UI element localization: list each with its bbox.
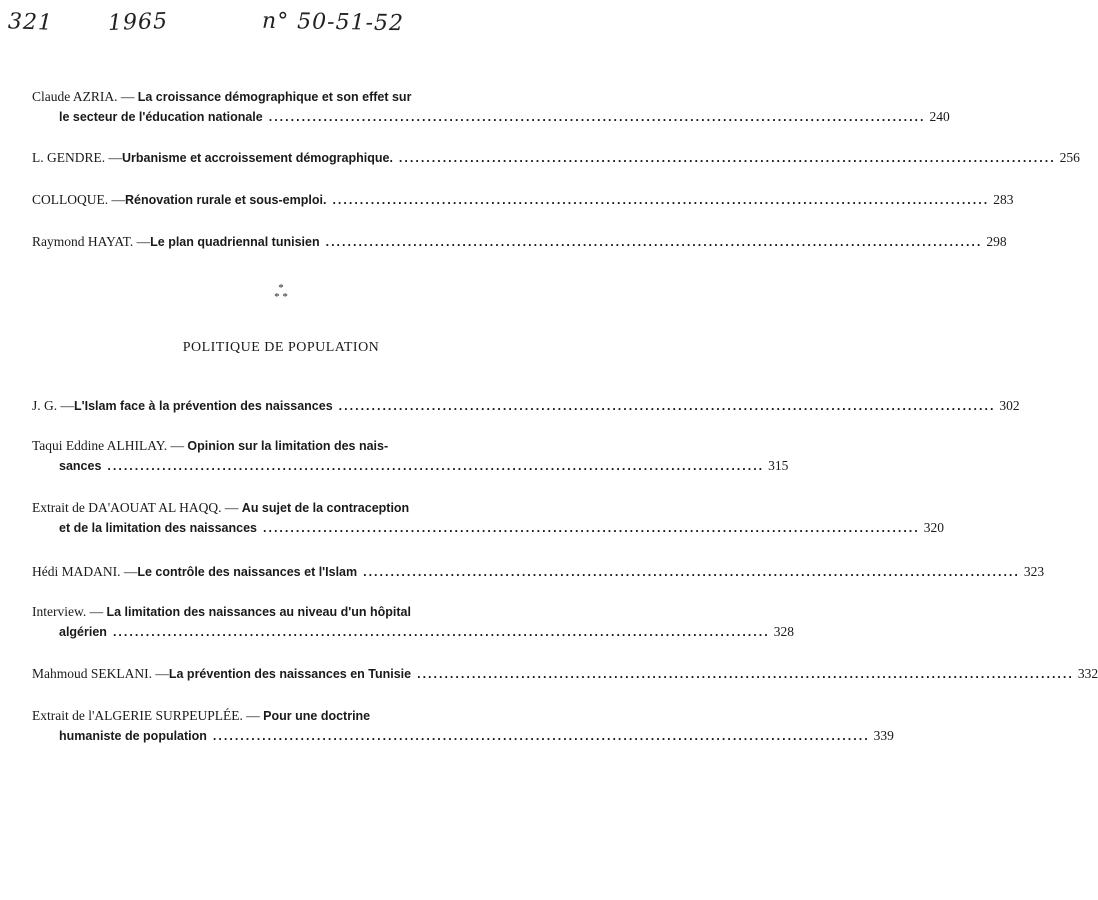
entry-title: La croissance démographique et son effet sur <box>137 90 412 104</box>
toc-entry <box>32 396 1020 416</box>
entry-page: 332 <box>1077 666 1098 681</box>
toc-entry <box>32 602 794 642</box>
handwritten-issues: n° 50-51-52 <box>261 8 405 37</box>
entry-page: 328 <box>773 624 794 639</box>
handwritten-year: 1965 <box>107 8 169 37</box>
entry-author: Claude AZRIA. — <box>32 89 138 104</box>
leader-dots: ........................................................................................................................ <box>398 151 1056 165</box>
star-top: * <box>278 282 284 294</box>
leader-dots: ........................................................................................................................ <box>363 565 1020 579</box>
entry-title-continued: et de la limitation des naissances <box>59 521 257 535</box>
entry-page: 283 <box>993 192 1014 207</box>
handwritten-number: 321 <box>7 9 54 36</box>
entry-title-continued: humaniste de population <box>59 729 207 743</box>
section-title: POLITIQUE DE POPULATION <box>182 340 380 355</box>
toc-entry <box>32 87 950 127</box>
leader-dots: ........................................................................................................................ <box>338 399 996 413</box>
entry-author: Hédi MADANI. — <box>32 564 138 579</box>
entry-author: Interview. — <box>32 604 107 619</box>
toc-entry <box>32 148 1080 168</box>
entry-author: Extrait de l'ALGERIE SURPEUPLÉE. — <box>32 708 264 723</box>
entry-title: La prévention des naissances en Tunisie <box>168 667 412 681</box>
leader-dots: ........................................................................................................................ <box>325 235 983 249</box>
leader-dots: ........................................................................................................................ <box>263 521 920 535</box>
entry-line-continued <box>32 107 950 127</box>
entry-line <box>32 190 1014 210</box>
leader-dots: ........................................................................................................................ <box>417 667 1074 681</box>
toc-entry <box>32 664 1098 684</box>
entry-page: 302 <box>999 398 1020 413</box>
entry-author: COLLOQUE. — <box>32 192 125 207</box>
toc-entry <box>32 706 894 746</box>
entry-page: 320 <box>923 520 944 535</box>
entry-page: 323 <box>1023 564 1045 579</box>
entry-line <box>32 396 1020 416</box>
entry-line <box>32 87 552 107</box>
entry-page: 339 <box>873 728 894 743</box>
toc-entry <box>32 498 944 538</box>
entry-author: Taqui Eddine ALHILAY. — <box>32 438 188 453</box>
entry-title: Le contrôle des naissances et l'Islam <box>137 565 358 579</box>
entry-page: 298 <box>986 234 1007 249</box>
entry-page: 256 <box>1059 150 1080 165</box>
entry-title-continued: algérien <box>59 625 107 639</box>
entry-line-continued <box>32 518 944 538</box>
toc-entry <box>32 436 789 476</box>
entry-title: L'Islam face à la prévention des naissances <box>74 399 333 413</box>
entry-title-continued: sances <box>59 459 102 473</box>
entry-author: Mahmoud SEKLANI. — <box>32 666 169 681</box>
leader-dots: ........................................................................................................................ <box>268 110 926 124</box>
entry-title: Opinion sur la limitation des nais- <box>187 439 389 453</box>
entry-title: La limitation des naissances au niveau d'un hôpital <box>106 605 411 619</box>
entry-line <box>32 602 552 622</box>
entry-title: Rénovation rurale et sous-emploi. <box>125 193 327 207</box>
entry-line <box>32 706 552 726</box>
leader-dots: ........................................................................................................................ <box>107 459 765 473</box>
entry-line <box>32 232 1007 252</box>
entry-title: Pour une doctrine <box>263 709 371 723</box>
entry-title: Urbanisme et accroissement démographique. <box>122 151 393 165</box>
leader-dots: ........................................................................................................................ <box>112 625 770 639</box>
toc-entry <box>32 190 1014 210</box>
entry-title-continued: le secteur de l'éducation nationale <box>59 110 263 124</box>
entry-line-continued <box>32 456 789 476</box>
entry-author: J. G. — <box>32 398 75 413</box>
entry-author: L. GENDRE. — <box>32 150 122 165</box>
entry-line <box>32 436 552 456</box>
entry-title: Au sujet de la contraception <box>241 501 410 515</box>
toc-entry <box>32 232 1007 252</box>
section-separator-stars <box>0 284 562 302</box>
entry-line <box>32 664 1098 684</box>
entry-page: 315 <box>768 458 789 473</box>
entry-line <box>32 498 552 518</box>
entry-line-continued <box>32 622 794 642</box>
entry-author: Extrait de DA'AOUAT AL HAQQ. — <box>32 500 242 515</box>
entry-title: Le plan quadriennal tunisien <box>150 235 320 249</box>
entry-author: Raymond HAYAT. — <box>32 234 151 249</box>
toc-entry <box>32 562 1045 582</box>
entry-page: 240 <box>929 109 950 124</box>
leader-dots: ........................................................................................................................ <box>332 193 990 207</box>
entry-line <box>32 148 1080 168</box>
entry-line <box>32 562 1045 582</box>
entry-line-continued <box>32 726 894 746</box>
leader-dots: ........................................................................................................................ <box>212 729 870 743</box>
star-bottom: * * <box>274 291 288 303</box>
